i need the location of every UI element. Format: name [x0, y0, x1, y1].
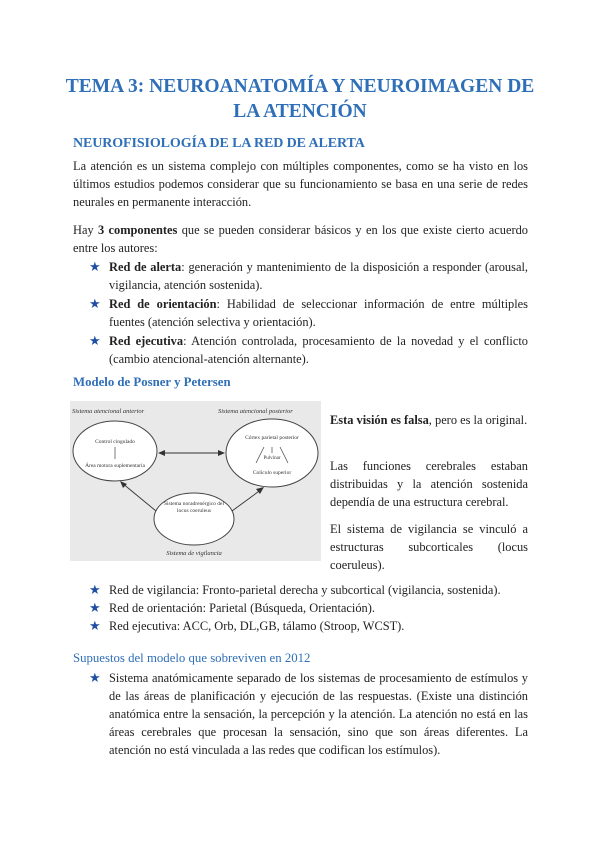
components-text-post: que se pueden considerar básicos y en los que existe cierto acuerdo entre los autores:	[73, 223, 528, 255]
list-item	[73, 599, 528, 617]
components-text-pre: Hay	[73, 223, 98, 237]
star-icon: ★	[89, 259, 101, 274]
node-pulvinar: Pulvinar	[263, 456, 281, 461]
list-item	[73, 617, 528, 635]
node-locus: Sistema noradrenérgico del locus coeruleus	[163, 501, 225, 514]
node-parietal: Córtex parietal posterior	[245, 435, 299, 441]
survival-list	[73, 669, 528, 759]
posner-heading: Modelo de Posner y Petersen	[73, 375, 231, 389]
component-desc: : Atención controlada, procesamiento de la novedad y el conflicto (cambio atencional-atención alternante).	[109, 334, 528, 366]
star-icon: ★	[89, 618, 101, 633]
star-icon: ★	[89, 600, 101, 615]
list-item	[73, 295, 528, 331]
page-title: TEMA 3: NEUROANATOMÍA Y NEUROIMAGEN DE LA ATENCIÓN	[65, 76, 535, 122]
list-item	[73, 332, 528, 368]
networks-list	[73, 581, 528, 635]
network-text: Red de vigilancia: Fronto-parietal derecha y subcortical (vigilancia, sostenida).	[109, 583, 501, 597]
survival-text: Sistema anatómicamente separado de los sistemas de procesamiento de estímulos y de las áreas de planificación y ejecución de las respuestas. (Existe una distinción anatómica entre la sensación, la percepción y la atención. La atención no está en las áreas cerebrales que procesan la sensación, sino que son áreas diferentes. La atención no está vinculada a las redes que codifican los estímulos).	[109, 671, 528, 757]
distribution-paragraph: Las funciones cerebrales estaban distribuidas y la atención sostenida dependía de una estructura cerebral.	[330, 459, 528, 509]
survival-heading: Supuestos del modelo que sobreviven en 2012	[73, 651, 311, 665]
component-term: Red de alerta	[109, 260, 182, 274]
component-desc: : generación y mantenimiento de la disposición a responder (arousal, vigilancia, atención sostenida).	[109, 260, 528, 292]
claim-paragraph	[330, 411, 528, 429]
star-icon: ★	[89, 582, 101, 597]
star-icon: ★	[89, 296, 101, 311]
components-list	[73, 258, 528, 368]
posner-diagram	[70, 401, 321, 561]
claim-rest: , pero es la original.	[428, 413, 528, 427]
claim-bold: Esta visión es falsa	[330, 413, 429, 427]
label-anterior: Sistema atencional anterior	[72, 408, 145, 415]
component-term: Red ejecutiva	[109, 334, 184, 348]
list-item	[73, 581, 528, 599]
node-sma: Área motora suplementaria	[85, 463, 145, 469]
node-colliculus: Colículo superior	[252, 470, 292, 476]
star-icon: ★	[89, 333, 101, 348]
component-desc: : Habilidad de seleccionar información de entre múltiples fuentes (atención selectiva y orientación).	[109, 297, 528, 329]
components-count: 3 componentes	[97, 223, 178, 237]
label-posterior: Sistema atencional posterior	[218, 408, 293, 415]
network-text: Red de orientación: Parietal (Búsqueda, Orientación).	[109, 601, 375, 615]
vigilance-paragraph: El sistema de vigilancia se vinculó a estructuras subcorticales (locus coeruleus).	[330, 522, 528, 572]
network-text: Red ejecutiva: ACC, Orb, DL,GB, tálamo (Stroop, WCST).	[109, 619, 405, 633]
label-vigilance: Sistema de vigilancia	[166, 550, 222, 557]
intro-paragraph: La atención es un sistema complejo con múltiples componentes, como se ha visto en los últimos estudios podemos considerar que su funcionamiento se basa en una serie de redes neurales en permanente interacción.	[73, 159, 528, 209]
list-item	[73, 669, 528, 759]
components-paragraph	[73, 221, 528, 257]
component-term: Red de orientación	[109, 297, 217, 311]
list-item	[73, 258, 528, 294]
star-icon: ★	[89, 670, 101, 685]
section-heading-alerta: NEUROFISIOLOGÍA DE LA RED DE ALERTA	[73, 136, 365, 151]
node-cingulate: Control cingulado	[95, 439, 135, 445]
